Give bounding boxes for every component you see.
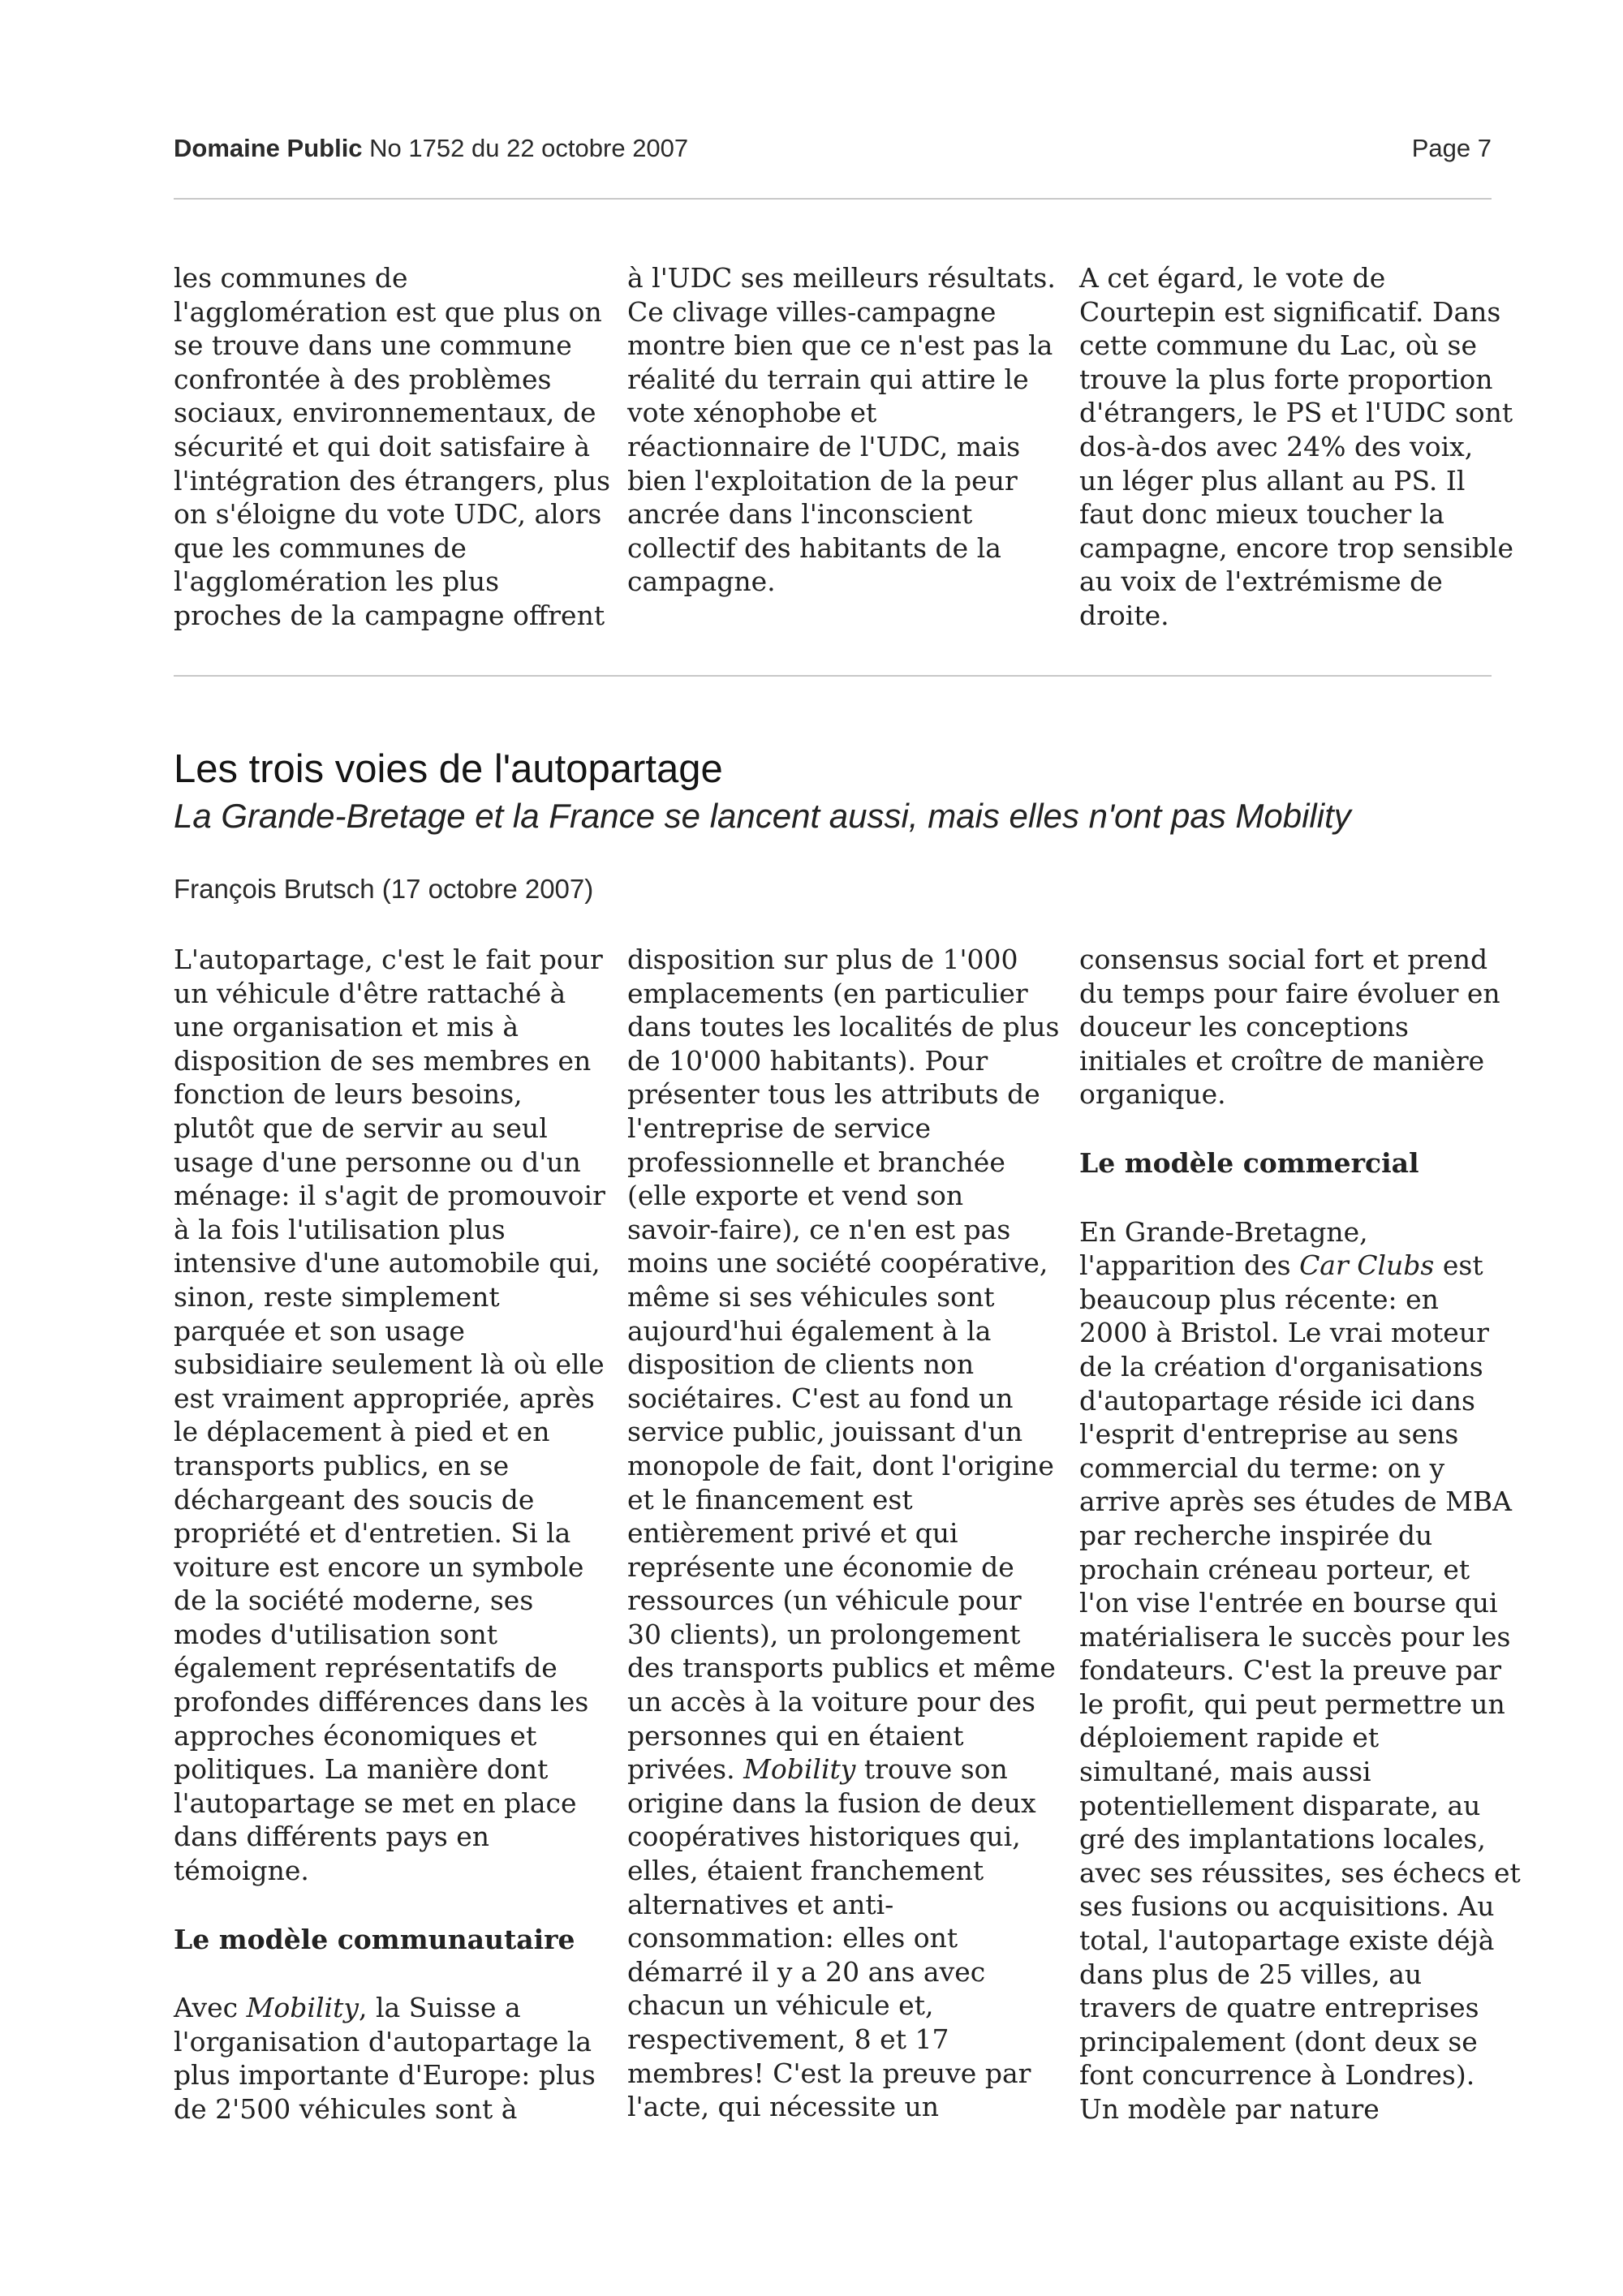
text-line: un véhicule d'être rattaché à bbox=[174, 977, 566, 1009]
text-run: est bbox=[1434, 1249, 1483, 1282]
prev-col1-text bbox=[174, 261, 611, 633]
text-line: à l'UDC ses meilleurs résultats. bbox=[627, 262, 1056, 294]
text-line: même si ses véhicules sont bbox=[627, 1280, 995, 1313]
text-line: alternatives et anti- bbox=[627, 1888, 894, 1920]
text-line: proches de la campagne offrent bbox=[174, 599, 605, 631]
text-line: que les communes de bbox=[174, 531, 467, 564]
text-line: disposition de clients non bbox=[627, 1348, 975, 1381]
text-line: ses fusions ou acquisitions. Au bbox=[1079, 1890, 1495, 1923]
text-line: représente une économie de bbox=[627, 1550, 1014, 1583]
section-heading-commercial: Le modèle commercial bbox=[1079, 1146, 1419, 1179]
text-line: plus importante d'Europe: plus bbox=[174, 2059, 596, 2092]
text-line: commercial du terme: on y bbox=[1079, 1451, 1445, 1484]
text-line: initiales et croître de manière bbox=[1079, 1044, 1485, 1077]
paragraph-gap bbox=[174, 1956, 604, 1991]
text-line: En Grande-Bretagne, bbox=[1079, 1215, 1368, 1248]
page-header-publication bbox=[174, 134, 688, 163]
text-line: du temps pour faire évoluer en bbox=[1079, 977, 1500, 1009]
text-line: sécurité et qui doit satisfaire à bbox=[174, 430, 591, 462]
text-line: ménage: il s'agit de promouvoir bbox=[174, 1180, 605, 1212]
mobility-name: Mobility bbox=[246, 1992, 359, 2024]
text-line: d'autopartage réside ici dans bbox=[1079, 1384, 1475, 1417]
mobility-name: Mobility bbox=[743, 1753, 856, 1786]
text-line: une organisation et mis à bbox=[174, 1011, 519, 1043]
text-line: gré des implantations locales, bbox=[1079, 1823, 1486, 1855]
text-line: présenter tous les attributs de bbox=[627, 1078, 1040, 1111]
text-line: total, l'autopartage existe déjà bbox=[1079, 1924, 1495, 1957]
text-line: A cet égard, le vote de bbox=[1079, 262, 1386, 294]
text-line: plutôt que de servir au seul bbox=[174, 1111, 548, 1144]
text-run: privées. bbox=[627, 1753, 744, 1786]
text-line: à la fois l'utilisation plus bbox=[174, 1213, 506, 1245]
prev-col3-text bbox=[1079, 261, 1513, 633]
col2-lines-b bbox=[627, 1786, 1057, 2124]
text-run: l'apparition des bbox=[1079, 1249, 1300, 1282]
text-line: l'agglomération est que plus on bbox=[174, 295, 602, 328]
text-line: Ce clivage villes-campagne bbox=[627, 295, 997, 328]
text-line: le déplacement à pied et en bbox=[174, 1416, 550, 1448]
publication-name: Domaine Public bbox=[174, 134, 363, 162]
text-line: disposition sur plus de 1'000 bbox=[627, 944, 1018, 975]
text-line: ancrée dans l'inconscient bbox=[627, 498, 973, 531]
text-line: savoir-faire), ce n'en est pas bbox=[627, 1213, 1011, 1245]
text-line: droite. bbox=[1079, 599, 1169, 631]
text-line: moins une société coopérative, bbox=[627, 1247, 1048, 1279]
col3-paragraph-1 bbox=[1079, 943, 1509, 1111]
text-line: elles, étaient franchement bbox=[627, 1855, 984, 1887]
text-line: intensive d'une automobile qui, bbox=[174, 1247, 601, 1279]
text-line: également représentatifs de bbox=[174, 1652, 558, 1684]
text-line: modes d'utilisation sont bbox=[174, 1618, 497, 1650]
paragraph-gap bbox=[174, 1888, 604, 1923]
text-line: fondateurs. C'est la preuve par bbox=[1079, 1654, 1502, 1687]
text-line: ressources (un véhicule pour bbox=[627, 1584, 1022, 1617]
text-line: l'autopartage se met en place bbox=[174, 1786, 577, 1819]
text-line: l'organisation d'autopartage la bbox=[174, 2025, 592, 2057]
text-line: déchargeant des soucis de bbox=[174, 1483, 535, 1516]
mobility-first-line bbox=[174, 1991, 604, 2025]
text-line: et le financement est bbox=[627, 1483, 913, 1516]
text-line: aujourd'hui également à la bbox=[627, 1314, 992, 1347]
text-line: de la création d'organisations bbox=[1079, 1350, 1483, 1382]
paragraph-gap bbox=[1079, 1111, 1509, 1146]
text-run: Avec bbox=[174, 1992, 247, 2024]
text-line: est vraiment appropriée, après bbox=[174, 1382, 595, 1414]
col2-lines-a bbox=[627, 943, 1060, 1752]
text-line: faut donc mieux toucher la bbox=[1079, 498, 1444, 531]
text-line: beaucoup plus récente: en bbox=[1079, 1283, 1439, 1315]
car-clubs-name: Car Clubs bbox=[1299, 1249, 1435, 1282]
text-line: l'esprit d'entreprise au sens bbox=[1079, 1418, 1459, 1451]
text-line: personnes qui en étaient bbox=[627, 1719, 964, 1752]
text-line: sinon, reste simplement bbox=[174, 1280, 500, 1313]
text-line: l'on vise l'entrée en bourse qui bbox=[1079, 1587, 1498, 1619]
text-line: au voix de l'extrémisme de bbox=[1079, 565, 1443, 598]
text-line: chacun un véhicule et, bbox=[627, 1989, 934, 2022]
text-line: collectif des habitants de la bbox=[627, 531, 1001, 564]
prev-article-col-3 bbox=[1079, 261, 1513, 633]
text-line: dans toutes les localités de plus bbox=[627, 1011, 1060, 1043]
text-line: 30 clients), un prolongement bbox=[627, 1618, 1021, 1650]
article-title: Les trois voies de l'autopartage bbox=[174, 747, 723, 791]
text-line: des transports publics et même bbox=[627, 1652, 1056, 1684]
text-line: 2000 à Bristol. Le vrai moteur bbox=[1079, 1317, 1489, 1349]
text-line: transports publics, en se bbox=[174, 1449, 510, 1481]
mobility-paragraph bbox=[174, 1991, 604, 2126]
text-line: dans différents pays en bbox=[174, 1821, 490, 1853]
text-line: campagne, encore trop sensible bbox=[1079, 531, 1513, 564]
text-line: travers de quatre entreprises bbox=[1079, 1992, 1479, 2024]
text-line: subsidiaire seulement là où elle bbox=[174, 1348, 605, 1381]
text-line: avec ses réussites, ses échecs et bbox=[1079, 1856, 1521, 1889]
text-line: dos-à-dos avec 24% des voix, bbox=[1079, 430, 1474, 462]
text-line: font concurrence à Londres). bbox=[1079, 2059, 1475, 2092]
text-line: réactionnaire de l'UDC, mais bbox=[627, 430, 1021, 462]
paragraph-gap bbox=[1079, 1180, 1509, 1215]
text-line: confrontée à des problèmes bbox=[174, 363, 552, 395]
article-col-1 bbox=[174, 943, 604, 2126]
page-number: Page 7 bbox=[1411, 134, 1492, 162]
text-line: monopole de fait, dont l'origine bbox=[627, 1449, 1054, 1481]
header-divider bbox=[174, 198, 1492, 200]
text-line: déploiement rapide et bbox=[1079, 1722, 1380, 1754]
text-line: entièrement privé et qui bbox=[627, 1517, 958, 1550]
col2-paragraph bbox=[627, 943, 1060, 2124]
prev-col2-text bbox=[627, 261, 1057, 599]
text-line: campagne. bbox=[627, 565, 776, 598]
text-line: service public, jouissant d'un bbox=[627, 1416, 1023, 1448]
text-line: voiture est encore un symbole bbox=[174, 1550, 584, 1583]
text-line: douceur les conceptions bbox=[1079, 1011, 1409, 1043]
text-line: principalement (dont deux se bbox=[1079, 2025, 1478, 2057]
article-col-2 bbox=[627, 943, 1060, 2124]
text-line: réalité du terrain qui attire le bbox=[627, 363, 1029, 395]
text-line: emplacements (en particulier bbox=[627, 977, 1028, 1009]
text-line: matérialisera le succès pour les bbox=[1079, 1620, 1511, 1653]
text-line: par recherche inspirée du bbox=[1079, 1519, 1433, 1551]
text-line: trouve la plus forte proportion bbox=[1079, 363, 1493, 395]
text-line: origine dans la fusion de deux bbox=[627, 1786, 1036, 1819]
text-line: de 10'000 habitants). Pour bbox=[627, 1044, 988, 1077]
article-subtitle: La Grande-Bretage et la France se lancent aussi, mais elles n'ont pas Mobility bbox=[174, 797, 1351, 835]
text-line: un accès à la voiture pour des bbox=[627, 1686, 1035, 1718]
text-line: l'acte, qui nécessite un bbox=[627, 2091, 939, 2123]
text-line: membres! C'est la preuve par bbox=[627, 2057, 1031, 2089]
text-line: sociétaires. C'est au fond un bbox=[627, 1382, 1014, 1414]
article-col-3 bbox=[1079, 943, 1521, 2126]
text-line: approches économiques et bbox=[174, 1719, 537, 1752]
text-line: l'intégration des étrangers, plus bbox=[174, 464, 611, 497]
article-divider bbox=[174, 675, 1492, 677]
text-line: simultané, mais aussi bbox=[1079, 1756, 1371, 1788]
text-line: potentiellement disparate, au bbox=[1079, 1789, 1481, 1821]
text-line: montre bien que ce n'est pas la bbox=[627, 329, 1053, 362]
mobility-lines bbox=[174, 2025, 604, 2126]
text-line: consommation: elles ont bbox=[627, 1922, 958, 1954]
car-clubs-line bbox=[1079, 1249, 1509, 1283]
text-line: professionnelle et branchée bbox=[627, 1146, 1005, 1178]
text-line: dans plus de 25 villes, au bbox=[1079, 1958, 1423, 1990]
text-line: respectivement, 8 et 17 bbox=[627, 2023, 949, 2055]
text-line: arrive après ses études de MBA bbox=[1079, 1486, 1512, 1518]
text-line: Un modèle par nature bbox=[1079, 2093, 1380, 2125]
text-line: un léger plus allant au PS. Il bbox=[1079, 464, 1466, 497]
text-line: l'entreprise de service bbox=[627, 1111, 931, 1144]
text-line: témoigne. bbox=[174, 1855, 309, 1887]
text-line: de 2'500 véhicules sont à bbox=[174, 2093, 518, 2125]
text-line: (elle exporte et vend son bbox=[627, 1180, 964, 1212]
text-line: sociaux, environnementaux, de bbox=[174, 397, 596, 429]
text-line: usage d'une personne ou d'un bbox=[174, 1146, 581, 1178]
text-line: d'étrangers, le PS et l'UDC sont bbox=[1079, 397, 1513, 429]
text-line: fonction de leurs besoins, bbox=[174, 1078, 523, 1111]
text-line: bien l'exploitation de la peur bbox=[627, 464, 1018, 497]
intro-paragraph bbox=[174, 943, 604, 1888]
text-line: prochain créneau porteur, et bbox=[1079, 1553, 1470, 1585]
text-line: les communes de bbox=[174, 262, 408, 294]
col2-mobility-line bbox=[627, 1752, 1057, 1786]
prev-article-col-2 bbox=[627, 261, 1057, 599]
text-run: , la Suisse a bbox=[359, 1992, 521, 2024]
text-line: politiques. La manière dont bbox=[174, 1753, 549, 1786]
text-line: profondes différences dans les bbox=[174, 1686, 589, 1718]
text-line: cette commune du Lac, où se bbox=[1079, 329, 1478, 362]
issue-info: No 1752 du 22 octobre 2007 bbox=[369, 134, 689, 162]
text-line: organique. bbox=[1079, 1078, 1226, 1111]
text-run: trouve son bbox=[855, 1753, 1008, 1786]
text-line: consensus social fort et prend bbox=[1079, 944, 1488, 975]
text-line: disposition de ses membres en bbox=[174, 1044, 592, 1077]
text-line: se trouve dans une commune bbox=[174, 329, 572, 362]
text-line: coopératives historiques qui, bbox=[627, 1821, 1021, 1853]
text-line: l'agglomération les plus bbox=[174, 565, 500, 598]
col3-paragraph-2 bbox=[1079, 1215, 1521, 2126]
text-line: démarré il y a 20 ans avec bbox=[627, 1955, 986, 1988]
section-heading-communautaire: Le modèle communautaire bbox=[174, 1923, 575, 1955]
text-line: propriété et d'entretien. Si la bbox=[174, 1517, 571, 1550]
text-line: de la société moderne, ses bbox=[174, 1584, 534, 1617]
text-line: on s'éloigne du vote UDC, alors bbox=[174, 498, 602, 531]
text-line: Courtepin est significatif. Dans bbox=[1079, 295, 1501, 328]
text-line: parquée et son usage bbox=[174, 1314, 465, 1347]
prev-article-col-1 bbox=[174, 261, 611, 633]
article-byline: François Brutsch (17 octobre 2007) bbox=[174, 874, 594, 904]
col3-lines bbox=[1079, 1283, 1521, 2126]
text-line: L'autopartage, c'est le fait pour bbox=[174, 944, 603, 975]
text-line: vote xénophobe et bbox=[627, 397, 877, 429]
text-line: le profit, qui peut permettre un bbox=[1079, 1688, 1505, 1720]
